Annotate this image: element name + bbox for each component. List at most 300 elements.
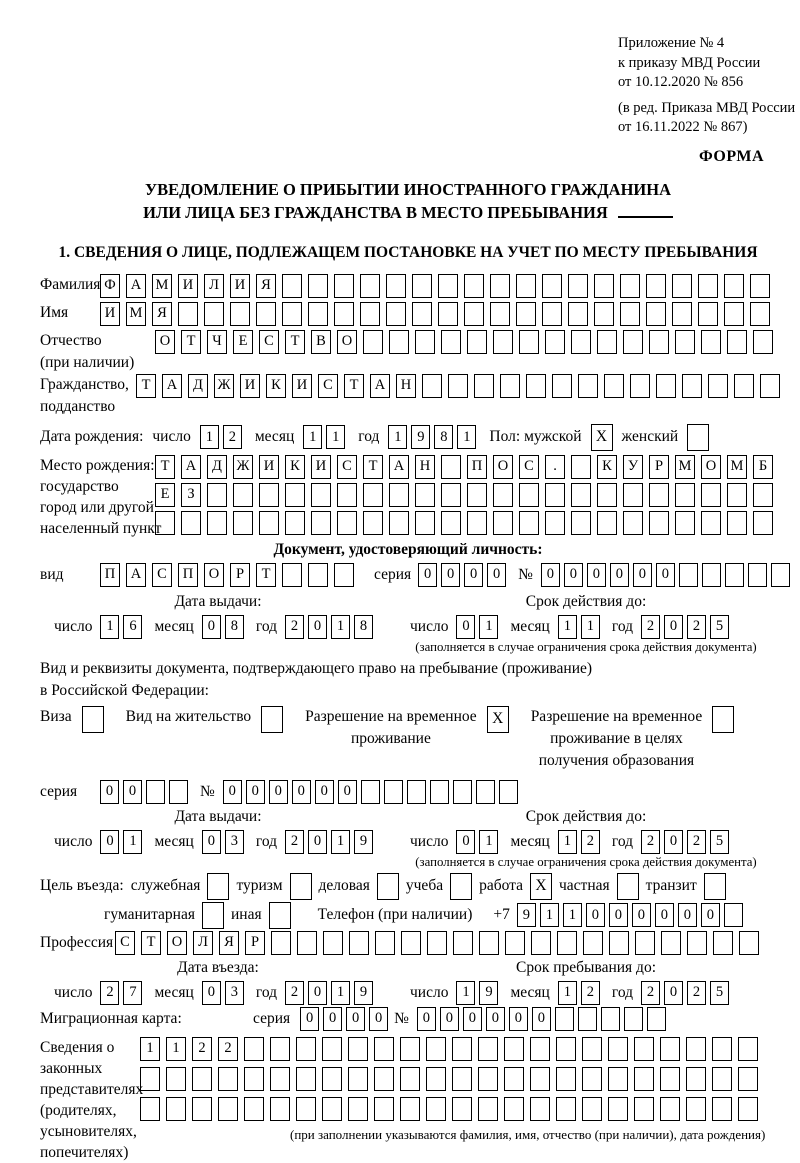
char-cell[interactable]: 0	[587, 563, 606, 587]
char-cell[interactable]: 9	[354, 830, 373, 854]
char-cell[interactable]	[233, 483, 253, 507]
char-cell[interactable]: 2	[192, 1037, 212, 1061]
char-cell[interactable]: 2	[687, 981, 706, 1005]
purpose-commercial-checkbox[interactable]	[377, 873, 399, 900]
char-cell[interactable]: 2	[100, 981, 119, 1005]
char-cell[interactable]: 0	[664, 615, 683, 639]
char-cell[interactable]	[476, 780, 495, 804]
char-cell[interactable]	[374, 1037, 394, 1061]
char-cell[interactable]: Ч	[207, 330, 227, 354]
char-cell[interactable]	[308, 274, 328, 298]
char-cell[interactable]	[166, 1097, 186, 1121]
char-cell[interactable]: 0	[346, 1007, 365, 1031]
char-cell[interactable]	[516, 274, 536, 298]
char-cell[interactable]: 1	[581, 615, 600, 639]
char-cell[interactable]	[649, 511, 669, 535]
char-cell[interactable]: И	[259, 455, 279, 479]
purpose-business-checkbox[interactable]	[207, 873, 229, 900]
char-cell[interactable]	[140, 1067, 160, 1091]
char-cell[interactable]	[155, 511, 175, 535]
char-cell[interactable]	[323, 931, 343, 955]
char-cell[interactable]	[609, 931, 629, 955]
char-cell[interactable]	[322, 1067, 342, 1091]
char-cell[interactable]: В	[311, 330, 331, 354]
char-cell[interactable]: 0	[292, 780, 311, 804]
char-cell[interactable]	[505, 931, 525, 955]
char-cell[interactable]: 0	[655, 903, 674, 927]
char-cell[interactable]	[479, 931, 499, 955]
purpose-study-checkbox[interactable]	[450, 873, 472, 900]
char-cell[interactable]	[734, 374, 754, 398]
char-cell[interactable]	[464, 302, 484, 326]
char-cell[interactable]: М	[126, 302, 146, 326]
char-cell[interactable]	[441, 511, 461, 535]
char-cell[interactable]: Ж	[233, 455, 253, 479]
char-cell[interactable]	[555, 1007, 574, 1031]
char-cell[interactable]: 0	[269, 780, 288, 804]
char-cell[interactable]	[597, 330, 617, 354]
char-cell[interactable]	[704, 873, 726, 900]
char-cell[interactable]	[701, 483, 721, 507]
char-cell[interactable]: 0	[308, 615, 327, 639]
purpose-transit-checkbox[interactable]	[704, 873, 726, 900]
char-cell[interactable]	[233, 511, 253, 535]
char-cell[interactable]	[259, 483, 279, 507]
char-cell[interactable]: К	[266, 374, 286, 398]
char-cell[interactable]: X	[530, 873, 552, 900]
char-cell[interactable]	[701, 330, 721, 354]
char-cell[interactable]: 0	[656, 563, 675, 587]
char-cell[interactable]	[478, 1067, 498, 1091]
char-cell[interactable]	[415, 483, 435, 507]
char-cell[interactable]	[724, 302, 744, 326]
char-cell[interactable]: 0	[664, 981, 683, 1005]
char-cell[interactable]: К	[285, 455, 305, 479]
char-cell[interactable]: 5	[710, 830, 729, 854]
char-cell[interactable]: 1	[540, 903, 559, 927]
char-cell[interactable]: 0	[418, 563, 437, 587]
char-cell[interactable]	[389, 330, 409, 354]
char-cell[interactable]: 9	[411, 425, 430, 449]
char-cell[interactable]	[738, 1037, 758, 1061]
char-cell[interactable]	[464, 274, 484, 298]
char-cell[interactable]: 1	[166, 1037, 186, 1061]
char-cell[interactable]	[542, 302, 562, 326]
char-cell[interactable]	[493, 483, 513, 507]
char-cell[interactable]	[597, 511, 617, 535]
char-cell[interactable]	[760, 374, 780, 398]
char-cell[interactable]	[750, 302, 770, 326]
char-cell[interactable]	[270, 1067, 290, 1091]
char-cell[interactable]	[363, 511, 383, 535]
char-cell[interactable]	[296, 1037, 316, 1061]
char-cell[interactable]	[448, 374, 468, 398]
char-cell[interactable]: А	[389, 455, 409, 479]
char-cell[interactable]: Т	[285, 330, 305, 354]
char-cell[interactable]	[400, 1067, 420, 1091]
char-cell[interactable]	[687, 931, 707, 955]
char-cell[interactable]: 2	[641, 615, 660, 639]
char-cell[interactable]	[771, 563, 790, 587]
temp-permit-checkbox[interactable]	[487, 706, 509, 733]
char-cell[interactable]: Т	[344, 374, 364, 398]
char-cell[interactable]	[244, 1097, 264, 1121]
char-cell[interactable]	[582, 1067, 602, 1091]
char-cell[interactable]: 0	[100, 830, 119, 854]
char-cell[interactable]	[192, 1097, 212, 1121]
char-cell[interactable]	[285, 511, 305, 535]
char-cell[interactable]: Я	[152, 302, 172, 326]
char-cell[interactable]	[672, 274, 692, 298]
char-cell[interactable]: 0	[532, 1007, 551, 1031]
char-cell[interactable]	[389, 511, 409, 535]
char-cell[interactable]: Т	[141, 931, 161, 955]
char-cell[interactable]: 1	[563, 903, 582, 927]
char-cell[interactable]: И	[178, 274, 198, 298]
residence-permit-checkbox[interactable]	[261, 706, 283, 733]
char-cell[interactable]: 0	[456, 830, 475, 854]
char-cell[interactable]	[660, 1097, 680, 1121]
char-cell[interactable]	[361, 780, 380, 804]
char-cell[interactable]: П	[178, 563, 198, 587]
char-cell[interactable]: 0	[564, 563, 583, 587]
char-cell[interactable]	[582, 1037, 602, 1061]
char-cell[interactable]	[308, 563, 328, 587]
char-cell[interactable]: И	[100, 302, 120, 326]
char-cell[interactable]: 2	[285, 830, 304, 854]
char-cell[interactable]	[140, 1097, 160, 1121]
char-cell[interactable]	[556, 1037, 576, 1061]
char-cell[interactable]	[169, 780, 188, 804]
char-cell[interactable]	[207, 873, 229, 900]
char-cell[interactable]	[571, 511, 591, 535]
char-cell[interactable]: 2	[581, 981, 600, 1005]
char-cell[interactable]	[493, 511, 513, 535]
char-cell[interactable]	[204, 302, 224, 326]
char-cell[interactable]	[467, 330, 487, 354]
char-cell[interactable]	[474, 374, 494, 398]
visa-checkbox[interactable]	[82, 706, 104, 733]
char-cell[interactable]	[617, 873, 639, 900]
char-cell[interactable]	[290, 873, 312, 900]
char-cell[interactable]	[374, 1067, 394, 1091]
char-cell[interactable]	[426, 1097, 446, 1121]
char-cell[interactable]	[438, 274, 458, 298]
char-cell[interactable]	[82, 706, 104, 733]
char-cell[interactable]: 0	[223, 780, 242, 804]
char-cell[interactable]	[624, 1007, 643, 1031]
char-cell[interactable]: 0	[369, 1007, 388, 1031]
char-cell[interactable]: 0	[541, 563, 560, 587]
char-cell[interactable]	[623, 511, 643, 535]
char-cell[interactable]	[452, 1067, 472, 1091]
char-cell[interactable]	[493, 330, 513, 354]
char-cell[interactable]	[377, 873, 399, 900]
char-cell[interactable]: 1	[100, 615, 119, 639]
char-cell[interactable]	[660, 1037, 680, 1061]
char-cell[interactable]	[452, 1097, 472, 1121]
char-cell[interactable]	[702, 563, 721, 587]
char-cell[interactable]	[218, 1097, 238, 1121]
char-cell[interactable]: 0	[308, 830, 327, 854]
char-cell[interactable]	[285, 483, 305, 507]
char-cell[interactable]	[453, 780, 472, 804]
purpose-work-checkbox[interactable]	[530, 873, 552, 900]
char-cell[interactable]: 2	[641, 830, 660, 854]
char-cell[interactable]: С	[115, 931, 135, 955]
char-cell[interactable]	[604, 374, 624, 398]
char-cell[interactable]	[753, 511, 773, 535]
char-cell[interactable]: Е	[233, 330, 253, 354]
char-cell[interactable]: 1	[123, 830, 142, 854]
char-cell[interactable]	[271, 931, 291, 955]
char-cell[interactable]	[348, 1067, 368, 1091]
char-cell[interactable]	[415, 511, 435, 535]
char-cell[interactable]	[571, 330, 591, 354]
char-cell[interactable]	[407, 780, 426, 804]
char-cell[interactable]	[675, 483, 695, 507]
char-cell[interactable]: М	[727, 455, 747, 479]
char-cell[interactable]: 8	[434, 425, 453, 449]
char-cell[interactable]: 0	[315, 780, 334, 804]
char-cell[interactable]: Т	[181, 330, 201, 354]
char-cell[interactable]	[601, 1007, 620, 1031]
char-cell[interactable]: 1	[140, 1037, 160, 1061]
char-cell[interactable]	[712, 706, 734, 733]
char-cell[interactable]	[311, 483, 331, 507]
char-cell[interactable]	[322, 1097, 342, 1121]
char-cell[interactable]	[630, 374, 650, 398]
char-cell[interactable]: Т	[155, 455, 175, 479]
char-cell[interactable]	[594, 274, 614, 298]
char-cell[interactable]: 7	[123, 981, 142, 1005]
char-cell[interactable]	[261, 706, 283, 733]
char-cell[interactable]: 1	[558, 981, 577, 1005]
char-cell[interactable]: 2	[641, 981, 660, 1005]
char-cell[interactable]	[526, 374, 546, 398]
char-cell[interactable]: 0	[123, 780, 142, 804]
char-cell[interactable]	[687, 424, 709, 451]
char-cell[interactable]	[438, 302, 458, 326]
char-cell[interactable]	[519, 483, 539, 507]
char-cell[interactable]	[649, 330, 669, 354]
char-cell[interactable]: 5	[710, 981, 729, 1005]
char-cell[interactable]	[519, 511, 539, 535]
char-cell[interactable]	[675, 330, 695, 354]
char-cell[interactable]: С	[337, 455, 357, 479]
char-cell[interactable]	[727, 483, 747, 507]
char-cell[interactable]: 0	[586, 903, 605, 927]
char-cell[interactable]	[620, 274, 640, 298]
char-cell[interactable]: 9	[479, 981, 498, 1005]
char-cell[interactable]: О	[493, 455, 513, 479]
char-cell[interactable]: .	[545, 455, 565, 479]
char-cell[interactable]	[583, 931, 603, 955]
char-cell[interactable]: 0	[441, 563, 460, 587]
char-cell[interactable]	[386, 274, 406, 298]
char-cell[interactable]	[256, 302, 276, 326]
char-cell[interactable]	[504, 1067, 524, 1091]
char-cell[interactable]	[725, 563, 744, 587]
char-cell[interactable]: О	[167, 931, 187, 955]
char-cell[interactable]	[698, 302, 718, 326]
char-cell[interactable]	[608, 1067, 628, 1091]
char-cell[interactable]: 0	[202, 981, 221, 1005]
char-cell[interactable]	[530, 1037, 550, 1061]
char-cell[interactable]: 5	[710, 615, 729, 639]
char-cell[interactable]	[552, 374, 572, 398]
char-cell[interactable]	[545, 483, 565, 507]
char-cell[interactable]	[571, 455, 591, 479]
char-cell[interactable]	[646, 274, 666, 298]
char-cell[interactable]	[556, 1067, 576, 1091]
char-cell[interactable]	[724, 274, 744, 298]
char-cell[interactable]: 1	[558, 615, 577, 639]
char-cell[interactable]	[348, 1037, 368, 1061]
char-cell[interactable]	[753, 483, 773, 507]
char-cell[interactable]	[701, 511, 721, 535]
char-cell[interactable]	[308, 302, 328, 326]
char-cell[interactable]: 0	[300, 1007, 319, 1031]
char-cell[interactable]	[269, 902, 291, 929]
char-cell[interactable]: Т	[136, 374, 156, 398]
char-cell[interactable]	[282, 563, 302, 587]
char-cell[interactable]	[363, 330, 383, 354]
char-cell[interactable]	[500, 374, 520, 398]
char-cell[interactable]: Д	[188, 374, 208, 398]
char-cell[interactable]	[360, 302, 380, 326]
char-cell[interactable]	[623, 483, 643, 507]
char-cell[interactable]: 0	[100, 780, 119, 804]
char-cell[interactable]: 0	[338, 780, 357, 804]
char-cell[interactable]	[230, 302, 250, 326]
char-cell[interactable]: 2	[581, 830, 600, 854]
char-cell[interactable]	[467, 511, 487, 535]
char-cell[interactable]	[568, 302, 588, 326]
char-cell[interactable]: И	[292, 374, 312, 398]
char-cell[interactable]: 1	[326, 425, 345, 449]
char-cell[interactable]	[166, 1067, 186, 1091]
char-cell[interactable]: О	[337, 330, 357, 354]
char-cell[interactable]	[750, 274, 770, 298]
char-cell[interactable]	[270, 1037, 290, 1061]
char-cell[interactable]: 0	[487, 563, 506, 587]
char-cell[interactable]	[748, 563, 767, 587]
char-cell[interactable]: А	[126, 563, 146, 587]
char-cell[interactable]	[661, 931, 681, 955]
char-cell[interactable]	[450, 873, 472, 900]
char-cell[interactable]	[412, 274, 432, 298]
char-cell[interactable]: 2	[285, 615, 304, 639]
char-cell[interactable]	[623, 330, 643, 354]
char-cell[interactable]: С	[318, 374, 338, 398]
char-cell[interactable]	[374, 1097, 394, 1121]
char-cell[interactable]: 2	[218, 1037, 238, 1061]
char-cell[interactable]	[207, 483, 227, 507]
char-cell[interactable]	[282, 302, 302, 326]
char-cell[interactable]	[282, 274, 302, 298]
char-cell[interactable]: 0	[678, 903, 697, 927]
sex-female-checkbox[interactable]	[687, 424, 709, 451]
char-cell[interactable]: 0	[632, 903, 651, 927]
char-cell[interactable]	[375, 931, 395, 955]
char-cell[interactable]	[441, 483, 461, 507]
char-cell[interactable]	[218, 1067, 238, 1091]
char-cell[interactable]	[646, 302, 666, 326]
char-cell[interactable]	[571, 483, 591, 507]
char-cell[interactable]	[401, 931, 421, 955]
char-cell[interactable]: 8	[225, 615, 244, 639]
char-cell[interactable]: 6	[123, 615, 142, 639]
char-cell[interactable]: Р	[245, 931, 265, 955]
char-cell[interactable]: 1	[331, 830, 350, 854]
char-cell[interactable]	[453, 931, 473, 955]
char-cell[interactable]	[682, 374, 702, 398]
char-cell[interactable]	[441, 455, 461, 479]
char-cell[interactable]	[244, 1067, 264, 1091]
char-cell[interactable]: Ф	[100, 274, 120, 298]
char-cell[interactable]	[504, 1097, 524, 1121]
char-cell[interactable]: Н	[415, 455, 435, 479]
char-cell[interactable]: А	[370, 374, 390, 398]
char-cell[interactable]	[672, 302, 692, 326]
char-cell[interactable]	[634, 1067, 654, 1091]
char-cell[interactable]	[713, 931, 733, 955]
char-cell[interactable]: П	[467, 455, 487, 479]
char-cell[interactable]	[400, 1037, 420, 1061]
char-cell[interactable]	[478, 1037, 498, 1061]
char-cell[interactable]	[296, 1097, 316, 1121]
char-cell[interactable]	[384, 780, 403, 804]
char-cell[interactable]	[311, 511, 331, 535]
char-cell[interactable]: 0	[463, 1007, 482, 1031]
char-cell[interactable]	[192, 1067, 212, 1091]
char-cell[interactable]: 1	[456, 981, 475, 1005]
char-cell[interactable]	[753, 330, 773, 354]
char-cell[interactable]	[478, 1097, 498, 1121]
char-cell[interactable]	[594, 302, 614, 326]
char-cell[interactable]	[675, 511, 695, 535]
purpose-tourism-checkbox[interactable]	[290, 873, 312, 900]
char-cell[interactable]	[738, 1097, 758, 1121]
char-cell[interactable]	[545, 511, 565, 535]
char-cell[interactable]	[727, 511, 747, 535]
char-cell[interactable]: З	[181, 483, 201, 507]
char-cell[interactable]: М	[152, 274, 172, 298]
char-cell[interactable]: 1	[200, 425, 219, 449]
char-cell[interactable]	[597, 483, 617, 507]
char-cell[interactable]: 0	[486, 1007, 505, 1031]
char-cell[interactable]	[499, 780, 518, 804]
char-cell[interactable]: Д	[207, 455, 227, 479]
char-cell[interactable]: О	[204, 563, 224, 587]
char-cell[interactable]: 1	[558, 830, 577, 854]
char-cell[interactable]	[634, 1037, 654, 1061]
char-cell[interactable]: А	[181, 455, 201, 479]
char-cell[interactable]	[426, 1037, 446, 1061]
char-cell[interactable]: Н	[396, 374, 416, 398]
char-cell[interactable]: Р	[649, 455, 669, 479]
char-cell[interactable]	[649, 483, 669, 507]
char-cell[interactable]: 9	[354, 981, 373, 1005]
char-cell[interactable]: 0	[456, 615, 475, 639]
char-cell[interactable]: М	[675, 455, 695, 479]
char-cell[interactable]	[608, 1097, 628, 1121]
char-cell[interactable]	[334, 302, 354, 326]
char-cell[interactable]: 2	[285, 981, 304, 1005]
char-cell[interactable]	[244, 1037, 264, 1061]
char-cell[interactable]	[660, 1067, 680, 1091]
